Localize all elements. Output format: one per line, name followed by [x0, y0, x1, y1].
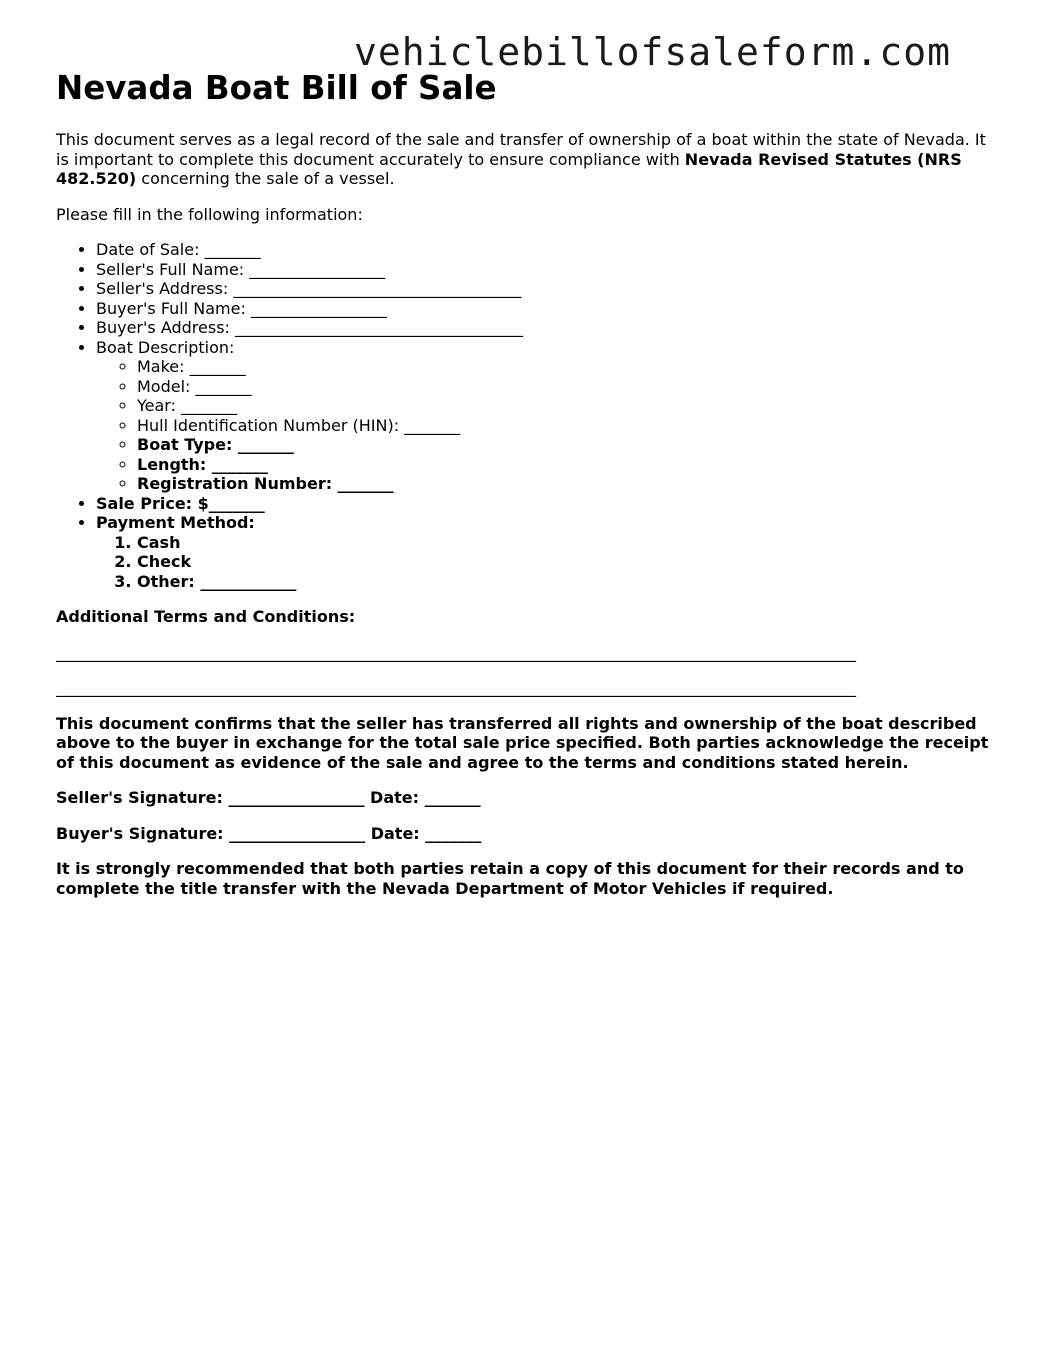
confirmation-paragraph: This document confirms that the seller has transferred all rights and ownership of the boat described above to the buyer in exchange for the total sale price specified. Both parties acknowledge the receipt of this document as evidence of the sale and agree to the terms and conditions stated herein. [56, 713, 989, 772]
field-buyer-address: • Buyer's Address: ____________________________________ [96, 318, 1000, 338]
fill-in-prompt: Please fill in the following information: [56, 204, 363, 224]
boat-description-list [96, 357, 1000, 494]
terms-blank-line-1: ____________________________________________________________________________________________________ [56, 642, 856, 662]
field-sale-price: • Sale Price: $_______ [96, 494, 1000, 514]
payment-option-other: 3. Other: ____________ [137, 572, 1000, 592]
watermark-site-name: vehiclebillofsaleform.com [354, 30, 951, 74]
field-seller-name: • Seller's Full Name: _________________ [96, 260, 1000, 280]
intro-text-before: This document serves as a legal record of the sale and transfer of ownership of a boat within the state of Nevada. It is important to complete this document accurately to ensure compliance with [56, 130, 986, 169]
buyer-signature-line: Buyer's Signature: _________________ Date: _______ [56, 823, 482, 843]
document [56, 66, 1000, 898]
additional-terms-heading: Additional Terms and Conditions: [56, 607, 356, 626]
field-length: ◦ Length: _______ [137, 455, 1000, 475]
field-seller-address: • Seller's Address: ____________________________________ [96, 279, 1000, 299]
field-buyer-name: • Buyer's Full Name: _________________ [96, 299, 1000, 319]
closing-recommendation: It is strongly recommended that both parties retain a copy of this document for their records and to complete the title transfer with the Nevada Department of Motor Vehicles if required. [56, 859, 964, 898]
boat-description-label: Boat Description: [96, 337, 235, 357]
payment-option-cash: 1. Cash [137, 533, 1000, 553]
payment-method-label: Payment Method: [96, 513, 255, 532]
payment-options-list [96, 533, 1000, 592]
field-year: ◦ Year: _______ [137, 396, 1000, 416]
field-date-of-sale: • Date of Sale: _______ [96, 240, 1000, 260]
field-make: ◦ Make: _______ [137, 357, 1000, 377]
seller-signature-line: Seller's Signature: _________________ Date: _______ [56, 788, 481, 807]
intro-text-after: concerning the sale of a vessel. [136, 169, 395, 188]
payment-option-check: 2. Check [137, 552, 1000, 572]
page-title: Nevada Boat Bill of Sale [56, 69, 497, 107]
field-boat-description [96, 338, 1000, 494]
terms-blank-line-2: ____________________________________________________________________________________________________ [56, 678, 856, 697]
statute-reference: Nevada Revised Statutes (NRS 482.520) [56, 149, 962, 188]
intro-paragraph [56, 130, 1000, 189]
field-model: ◦ Model: _______ [137, 377, 1000, 397]
field-hin: ◦ Hull Identification Number (HIN): _______ [137, 416, 1000, 436]
info-field-list [56, 240, 1000, 591]
field-boat-type: ◦ Boat Type: _______ [137, 435, 1000, 455]
field-payment-method [96, 513, 1000, 591]
field-registration-number: ◦ Registration Number: _______ [137, 474, 1000, 494]
